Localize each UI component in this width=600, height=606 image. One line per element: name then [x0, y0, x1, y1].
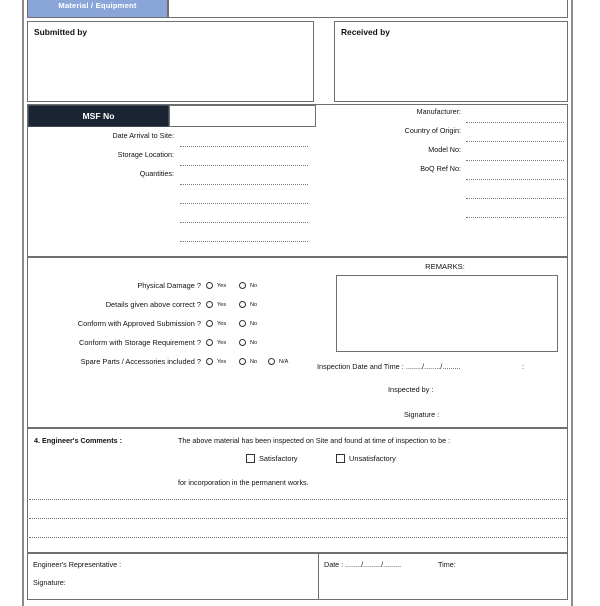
details-right-column — [316, 105, 568, 219]
engineer-statement: The above material has been inspected on Site and found at time of inspection to be : — [178, 436, 451, 445]
footer-date-label: Date : ......../........./......... — [324, 560, 402, 569]
detail-label: Manufacturer: — [416, 107, 461, 116]
detail-rule — [466, 160, 564, 161]
engineer-signature-label: Signature: — [33, 578, 66, 587]
detail-field-row[interactable] — [316, 181, 568, 200]
checklist-question: Conform with Approved Submission ? — [77, 319, 201, 328]
engineer-footer-text: for incorporation in the permanent works. — [178, 478, 309, 487]
radio-yes[interactable] — [206, 320, 213, 327]
checklist-question: Details given above correct ? — [105, 300, 201, 309]
detail-rule — [466, 217, 564, 218]
material-equipment-row — [27, 0, 568, 18]
detail-label: Country of Origin: — [404, 126, 461, 135]
submitted-by-box[interactable] — [27, 21, 314, 102]
checklist-row — [28, 335, 323, 354]
radio-yes[interactable] — [206, 282, 213, 289]
radio-no-label: No — [250, 359, 258, 365]
inspection-checklist — [28, 278, 323, 373]
detail-field-row[interactable] — [316, 200, 568, 219]
comment-write-line[interactable] — [29, 537, 567, 538]
inspected-by-label: Inspected by : — [388, 385, 434, 394]
radio-yes-label: Yes — [217, 302, 227, 308]
checklist-row — [28, 316, 323, 335]
detail-rule — [466, 179, 564, 180]
detail-label: BoQ Ref No: — [420, 164, 461, 173]
unsatisfactory-label: Unsatisfactory — [349, 454, 396, 463]
engineer-representative-label: Engineer's Representative : — [33, 560, 122, 569]
detail-field-row[interactable] — [28, 129, 316, 148]
radio-no-label: No — [250, 283, 258, 289]
detail-field-row[interactable] — [28, 148, 316, 167]
satisfactory-option[interactable] — [246, 454, 298, 463]
checkbox-unsatisfactory[interactable] — [336, 454, 345, 463]
checklist-row — [28, 278, 323, 297]
radio-no-label: No — [250, 302, 258, 308]
msf-no-label: MSF No — [28, 105, 169, 127]
detail-label: Model No: — [428, 145, 461, 154]
detail-rule — [466, 198, 564, 199]
material-details-section — [27, 104, 568, 257]
inspection-section — [27, 257, 568, 428]
radio-no[interactable] — [239, 339, 246, 346]
radio-na-label: N/A — [279, 359, 289, 365]
submitted-by-label: Submitted by — [34, 27, 88, 37]
engineer-comments-section — [27, 428, 568, 553]
detail-field-row[interactable] — [316, 143, 568, 162]
material-equipment-input[interactable] — [168, 0, 568, 18]
radio-yes[interactable] — [206, 301, 213, 308]
details-left-column — [28, 129, 316, 243]
radio-yes[interactable] — [206, 358, 213, 365]
detail-field-row[interactable] — [316, 162, 568, 181]
engineer-comments-title: 4. Engineer's Comments : — [34, 436, 122, 445]
footer-time-label: Time: — [438, 560, 456, 569]
inspection-time-colon: : — [522, 362, 525, 371]
radio-yes-label: Yes — [217, 321, 227, 327]
detail-rule — [180, 146, 308, 147]
remarks-label: REMARKS: — [425, 262, 465, 271]
detail-field-row[interactable] — [28, 186, 316, 205]
radio-no-label: No — [250, 340, 258, 346]
radio-no[interactable] — [239, 282, 246, 289]
checkbox-satisfactory[interactable] — [246, 454, 255, 463]
detail-label: Quantities: — [139, 169, 174, 178]
detail-field-row[interactable] — [28, 224, 316, 243]
detail-label: Storage Location: — [117, 150, 174, 159]
detail-rule — [180, 203, 308, 204]
unsatisfactory-option[interactable] — [336, 454, 396, 463]
radio-no[interactable] — [239, 320, 246, 327]
detail-rule — [180, 165, 308, 166]
checklist-row — [28, 297, 323, 316]
received-by-box[interactable] — [334, 21, 568, 102]
detail-label: Date Arrival to Site: — [112, 131, 174, 140]
checklist-question: Spare Parts / Accessories included ? — [80, 357, 201, 366]
detail-rule — [466, 141, 564, 142]
radio-na[interactable] — [268, 358, 275, 365]
inspection-date-time-label: Inspection Date and Time : ......../......../......... — [317, 362, 461, 371]
satisfactory-label: Satisfactory — [259, 454, 298, 463]
radio-no[interactable] — [239, 301, 246, 308]
received-by-label: Received by — [341, 27, 390, 37]
checklist-row — [28, 354, 323, 373]
parties-row — [27, 21, 568, 102]
msf-no-input[interactable] — [169, 105, 316, 127]
radio-yes-label: Yes — [217, 283, 227, 289]
detail-field-row[interactable] — [316, 124, 568, 143]
comment-write-line[interactable] — [29, 499, 567, 500]
radio-yes-label: Yes — [217, 340, 227, 346]
radio-yes-label: Yes — [217, 359, 227, 365]
detail-field-row[interactable] — [316, 105, 568, 124]
detail-rule — [180, 222, 308, 223]
radio-no[interactable] — [239, 358, 246, 365]
checklist-question: Conform with Storage Requirement ? — [78, 338, 201, 347]
checklist-question: Physical Damage ? — [137, 281, 201, 290]
radio-no-label: No — [250, 321, 258, 327]
footer-divider — [318, 554, 319, 599]
remarks-input[interactable] — [336, 275, 558, 352]
detail-rule — [466, 122, 564, 123]
footer-signature-section — [27, 553, 568, 600]
inspector-signature-label: Signature : — [404, 410, 440, 419]
detail-field-row[interactable] — [28, 205, 316, 224]
radio-yes[interactable] — [206, 339, 213, 346]
detail-rule — [180, 241, 308, 242]
material-equipment-label: Material / Equipment — [27, 0, 168, 18]
detail-rule — [180, 184, 308, 185]
comment-write-line[interactable] — [29, 518, 567, 519]
detail-field-row[interactable] — [28, 167, 316, 186]
